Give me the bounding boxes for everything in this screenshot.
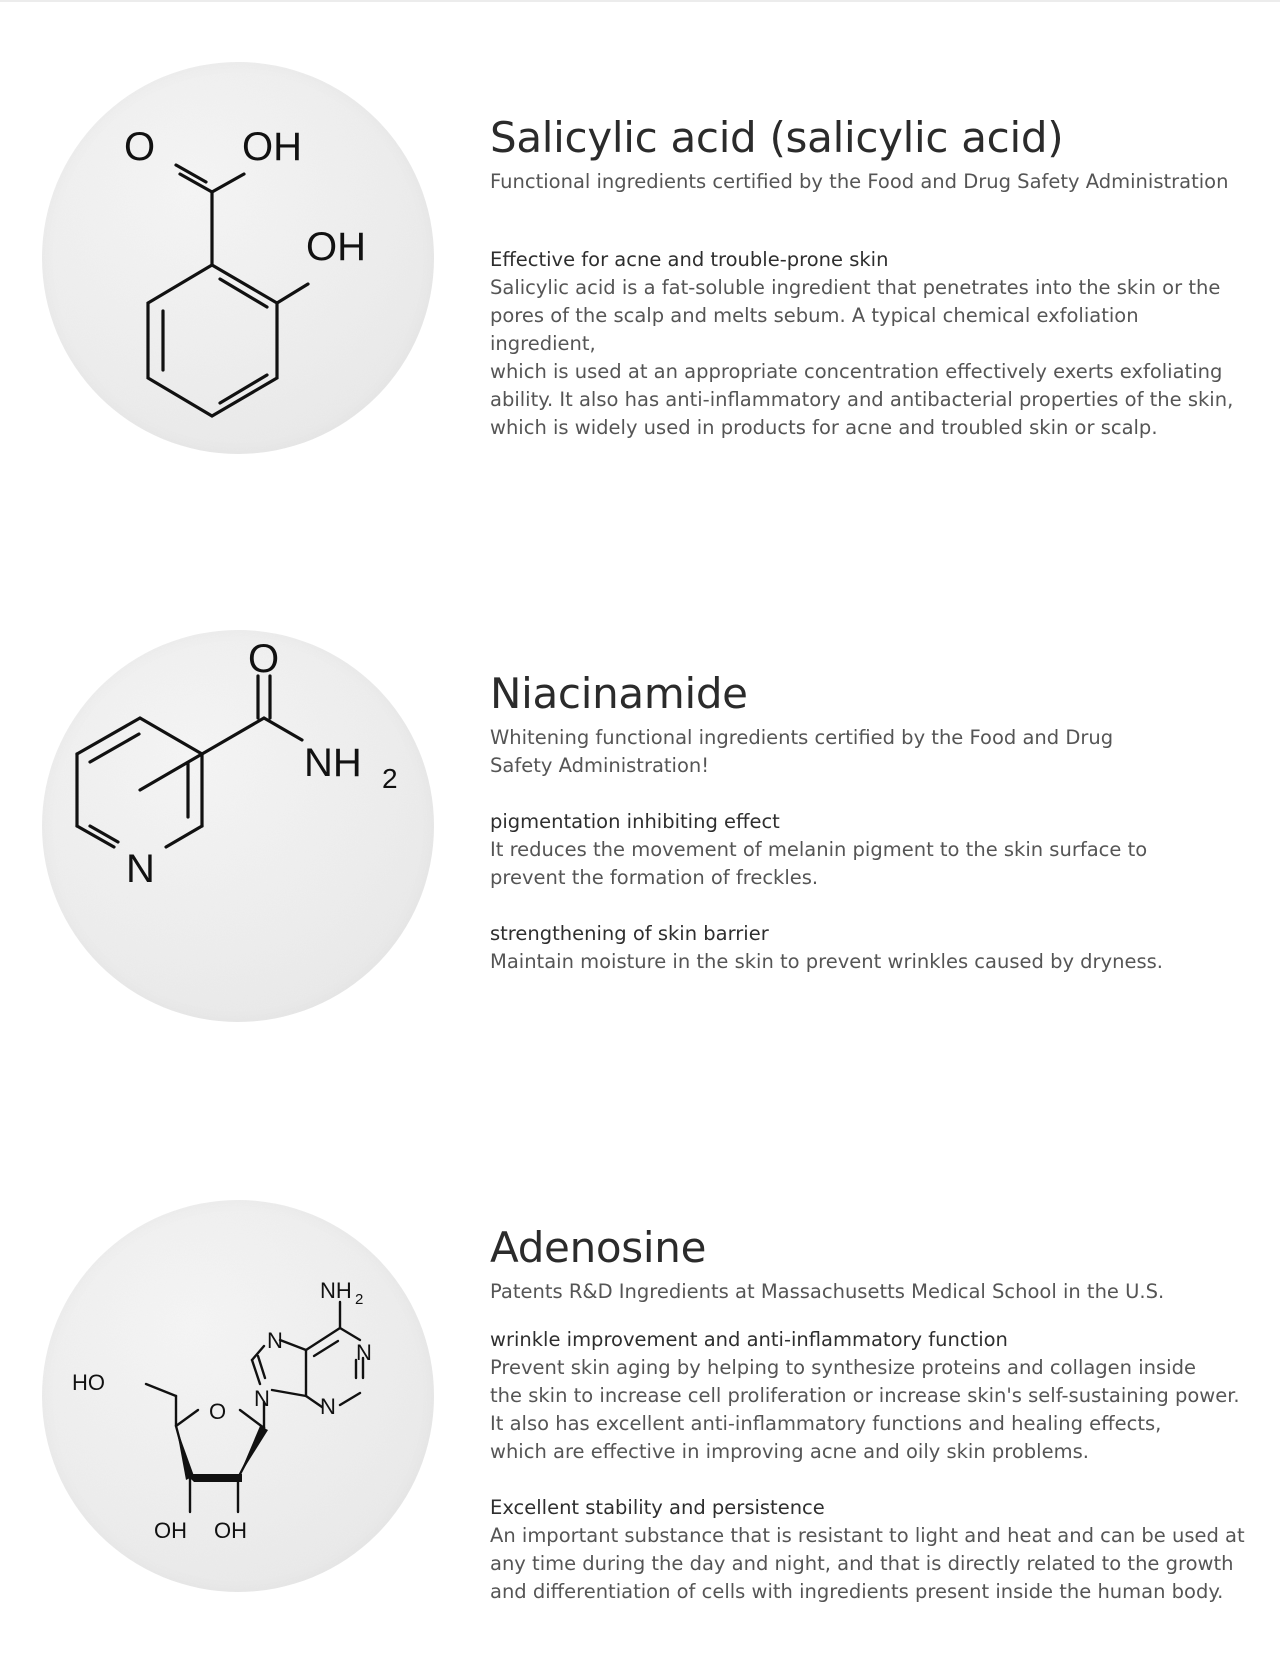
nitrogen-label-9: N bbox=[254, 1386, 270, 1411]
top-divider bbox=[0, 0, 1280, 2]
benefit-heading: Excellent stability and persistence bbox=[490, 1496, 825, 1519]
hydroxyl-label-side: OH bbox=[306, 225, 366, 269]
amine-subscript: 2 bbox=[355, 1291, 364, 1308]
benefit-body: Prevent skin aging by helping to synthesize proteins and collagen inside the skin to increase cell proliferation or increase skin's self-sustaining power. It also has excellent anti-inflammatory functions and healing effects, which are effective in improving acne and oily skin problems. bbox=[490, 1356, 1240, 1463]
benefit-heading: pigmentation inhibiting effect bbox=[490, 810, 780, 833]
hydroxyl-label-2: OH bbox=[154, 1518, 187, 1543]
nitrogen-label-1: N bbox=[356, 1340, 372, 1365]
amine-subscript: 2 bbox=[382, 763, 398, 794]
adenosine-molecule-image bbox=[42, 1200, 434, 1592]
benefit-block bbox=[490, 246, 1250, 442]
benefit-block bbox=[490, 1494, 1250, 1606]
salicylic-acid-structure bbox=[42, 62, 434, 454]
benefit-body: Maintain moisture in the skin to prevent wrinkles caused by dryness. bbox=[490, 950, 1163, 973]
section-title: Salicylic acid (salicylic acid) bbox=[490, 113, 1064, 162]
niacinamide-molecule-image bbox=[42, 630, 434, 1022]
oxygen-label: O bbox=[124, 125, 156, 169]
niacinamide-description bbox=[490, 668, 1250, 976]
benefit-block bbox=[490, 920, 1250, 976]
adenosine-description bbox=[490, 1222, 1250, 1606]
section-title: Adenosine bbox=[490, 1223, 707, 1272]
salicylic-acid-description bbox=[490, 112, 1250, 442]
benefit-body: It reduces the movement of melanin pigment to the skin surface to prevent the formation of freckles. bbox=[490, 838, 1148, 889]
niacinamide-structure bbox=[42, 630, 434, 1022]
section-subtitle: Whitening functional ingredients certified by the Food and Drug Safety Administration! bbox=[490, 726, 1114, 777]
benefit-heading: wrinkle improvement and anti-inflammatory function bbox=[490, 1328, 1008, 1351]
nitrogen-label-3: N bbox=[320, 1394, 336, 1419]
benefit-heading: strengthening of skin barrier bbox=[490, 922, 769, 945]
section-subtitle: Functional ingredients certified by the Food and Drug Safety Administration bbox=[490, 170, 1229, 193]
hydroxyl-label-3: OH bbox=[214, 1518, 247, 1543]
hydroxyl-label-top: OH bbox=[242, 125, 302, 169]
section-title: Niacinamide bbox=[490, 669, 748, 718]
ring-oxygen-label: O bbox=[209, 1399, 227, 1424]
benefit-block bbox=[490, 808, 1250, 892]
adenosine-structure bbox=[42, 1200, 434, 1592]
amine-label: NH bbox=[304, 741, 362, 785]
oxygen-label: O bbox=[248, 637, 280, 681]
salicylic-acid-molecule-image bbox=[42, 62, 434, 454]
section-subtitle: Patents R&D Ingredients at Massachusetts Medical School in the U.S. bbox=[490, 1280, 1165, 1303]
benefit-body: An important substance that is resistant to light and heat and can be used at any time during the day and night, and that is directly related to the growth and differentiation of cells with ingredients present inside the human body. bbox=[490, 1524, 1245, 1603]
amine-label: NH bbox=[320, 1278, 352, 1303]
nitrogen-label-7: N bbox=[267, 1328, 283, 1353]
hydroxymethyl-label: HO bbox=[72, 1370, 105, 1395]
benefit-heading: Effective for acne and trouble-prone skin bbox=[490, 248, 889, 271]
nitrogen-label: N bbox=[126, 847, 155, 891]
benefit-body: Salicylic acid is a fat-soluble ingredient that penetrates into the skin or the pores of the scalp and melts sebum. A typical chemical exfoliation ingredient, which is used at an appropriate concentration effectively exerts exfoliating ability. It also has anti-inflammatory and antibacterial properties of the skin, which is widely used in products for acne and troubled skin or scalp. bbox=[490, 276, 1234, 439]
benefit-block bbox=[490, 1326, 1250, 1466]
